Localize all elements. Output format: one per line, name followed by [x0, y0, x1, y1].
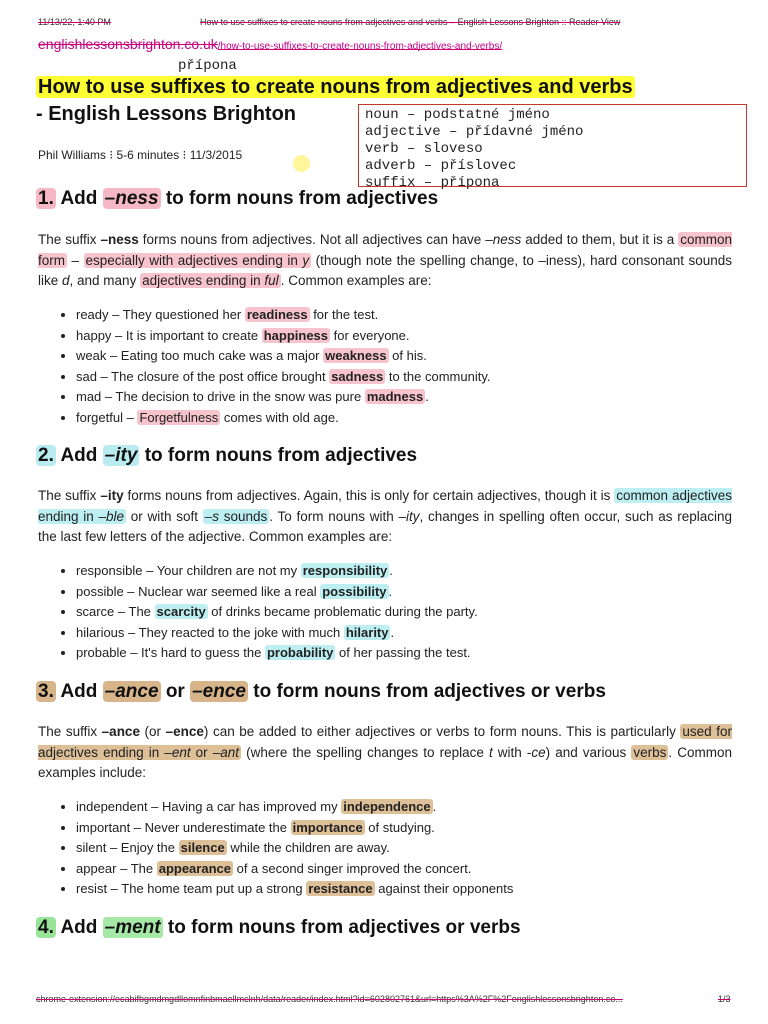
- article-meta: Phil Williams ⁝ 5-6 minutes ⁝ 11/3/2015: [38, 148, 243, 162]
- url-path[interactable]: /how-to-use-suffixes-to-create-nouns-from-adjectives-and-verbs/: [217, 41, 503, 52]
- section-2-examples: [38, 561, 766, 664]
- article-title-line2: - English Lessons Brighton: [36, 103, 297, 125]
- glossary-line: verb – sloveso: [365, 141, 483, 157]
- list-item: • independent – Having a car has improved my independence .: [76, 797, 766, 818]
- section-1-examples: [38, 305, 766, 428]
- print-page-number: 1/3: [718, 994, 731, 1004]
- url-domain[interactable]: englishlessonsbrighton.co.uk: [38, 36, 218, 52]
- section-2-heading: 2. Add –ity to form nouns from adjectives: [38, 445, 418, 466]
- section-4-heading: 4. Add –ment to form nouns from adjectives or verbs: [38, 917, 521, 938]
- section-2-paragraph: The suffix –ity forms nouns from adjectives. Again, this is only for certain adjectives, though it is common adjectives ending in –ble or with soft –s sounds . To form nouns with –ity, changes in spelling often occur, such as replacing the last few letters of the adjective. Common examples are:: [38, 488, 732, 544]
- list-item: • possible – Nuclear war seemed like a real possibility .: [76, 582, 766, 603]
- publish-date: 11/3/2015: [189, 148, 243, 162]
- print-footer-url: chrome-extension://ecabifbgmdmgdllomnfinbmaellmclnh/data/reader/index.html?id=602802761&url=https%3A%2F%2Fenglishlessonsbrighton.co...: [36, 994, 623, 1004]
- source-url[interactable]: [38, 36, 502, 54]
- list-item: • appear – The appearance of a second singer improved the concert.: [76, 859, 766, 880]
- list-item: • scarce – The scarcity of drinks became problematic during the party.: [76, 602, 766, 623]
- article-title-line1: How to use suffixes to create nouns from adjectives and verbs: [38, 76, 633, 98]
- glossary-box: [358, 104, 747, 191]
- section-3-heading: 3. Add –ance or –ence to form nouns from adjectives or verbs: [38, 681, 606, 702]
- list-item: • silent – Enjoy the silence while the children are away.: [76, 838, 766, 859]
- list-item: • forgetful – Forgetfulness comes with old age.: [76, 408, 766, 429]
- list-item: • hilarious – They reacted to the joke with much hilarity .: [76, 623, 766, 644]
- print-datetime: 11/13/22, 1:40 PM: [38, 17, 111, 27]
- glossary-line: noun – podstatné jméno: [365, 107, 550, 123]
- section-3-paragraph: The suffix –ance (or –ence) can be added to either adjectives or verbs to form nouns. This is particularly used for adjectives ending in –ent or –ant (where the spelling changes to replace t with -ce) and various verbs . Common examples include:: [38, 724, 732, 780]
- list-item: • ready – They questioned her readiness for the test.: [76, 305, 766, 326]
- list-item: • happy – It is important to create happiness for everyone.: [76, 326, 766, 347]
- glossary-line: adverb – příslovec: [365, 158, 517, 174]
- list-item: • mad – The decision to drive in the snow was pure madness .: [76, 387, 766, 408]
- list-item: • resist – The home team put up a strong resistance against their opponents: [76, 879, 766, 900]
- list-item: • responsible – Your children are not my responsibility .: [76, 561, 766, 582]
- annotation-pripona: přípona: [178, 58, 237, 74]
- section-3-examples: [38, 797, 766, 900]
- read-time: 5-6 minutes: [116, 148, 180, 162]
- list-item: • weak – Eating too much cake was a major weakness of his.: [76, 346, 766, 367]
- author: Phil Williams: [38, 148, 107, 162]
- section-1-heading: 1. Add –ness to form nouns from adjectives: [38, 188, 439, 209]
- glossary-line: suffix – přípona: [365, 175, 500, 191]
- print-page-title: How to use suffixes to create nouns from adjectives and verbs – English Lessons Brighton :: Reader View: [200, 17, 621, 27]
- list-item: • important – Never underestimate the importance of studying.: [76, 818, 766, 839]
- list-item: • sad – The closure of the post office brought sadness to the community.: [76, 367, 766, 388]
- glossary-line: adjective – přídavné jméno: [365, 124, 584, 140]
- section-1-paragraph: The suffix –ness forms nouns from adjectives. Not all adjectives can have –ness added to them, but it is a common form – especially with adjectives ending in y (though note the spelling change, to –iness), hard consonant sounds like d, and many adjectives ending in ful . Common examples are:: [38, 232, 733, 288]
- highlight-dot: [293, 155, 310, 172]
- list-item: • probable – It's hard to guess the probability of her passing the test.: [76, 643, 766, 664]
